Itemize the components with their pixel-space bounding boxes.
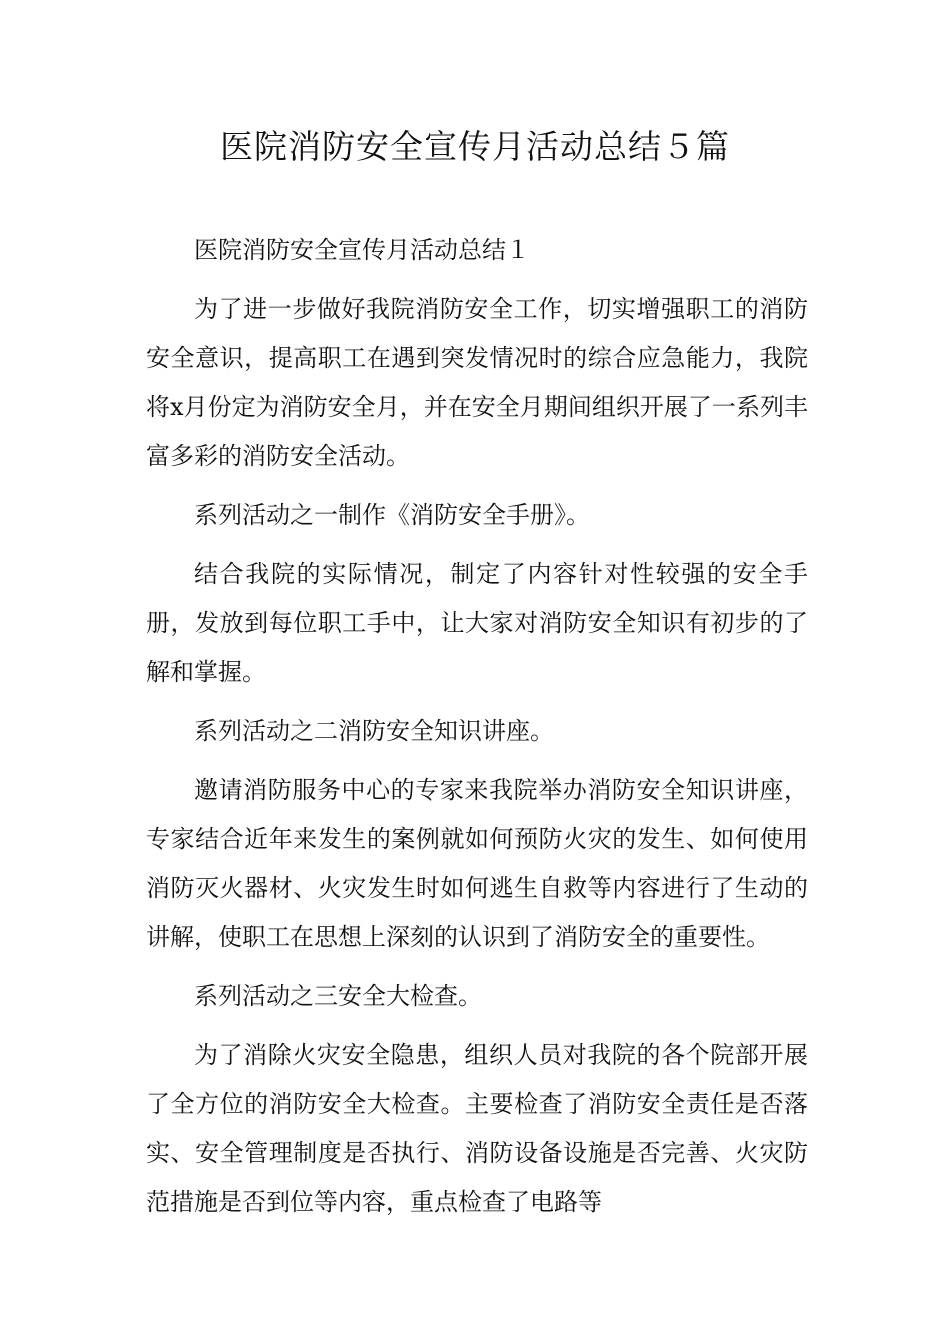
paragraph-activity-3-heading: 系列活动之三安全大检查。 <box>194 982 482 1010</box>
document-title: 医院消防安全宣传月活动总结５篇 <box>220 127 730 166</box>
paragraph-intro: 为了进一步做好我院消防安全工作，切实增强职工的消防安全意识，提高职工在遇到突发情况时的综合应急能力，我院将x月份定为消防安全月，并在安全月期间组织开展了一系列丰富多彩的消防安全活动。 <box>146 295 808 470</box>
paragraph-activity-3-body: 为了消除火灾安全隐患，组织人员对我院的各个院部开展了全方位的消防安全大检查。主要检查了消防安全责任是否落实、安全管理制度是否执行、消防设备设施是否完善、火灾防范措施是否到位等内容，重点检查了电路等 <box>146 1041 808 1216</box>
paragraph-activity-2-body: 邀请消防服务中心的专家来我院举办消防安全知识讲座，专家结合近年来发生的案例就如何预防火灾的发生、如何使用消防灭火器材、火灾发生时如何逃生自救等内容进行了生动的讲解，使职工在思想上深刻的认识到了消防安全的重要性。 <box>146 776 808 951</box>
paragraph-activity-1-body: 结合我院的实际情况，制定了内容针对性较强的安全手册，发放到每位职工手中，让大家对消防安全知识有初步的了解和掌握。 <box>146 560 808 686</box>
paragraph-activity-2-heading: 系列活动之二消防安全知识讲座。 <box>194 717 554 745</box>
paragraph-activity-1-heading: 系列活动之一制作《消防安全手册》。 <box>194 501 590 529</box>
document-body <box>146 226 808 1237</box>
paragraph-heading-1: 医院消防安全宣传月活动总结１ <box>194 236 530 264</box>
